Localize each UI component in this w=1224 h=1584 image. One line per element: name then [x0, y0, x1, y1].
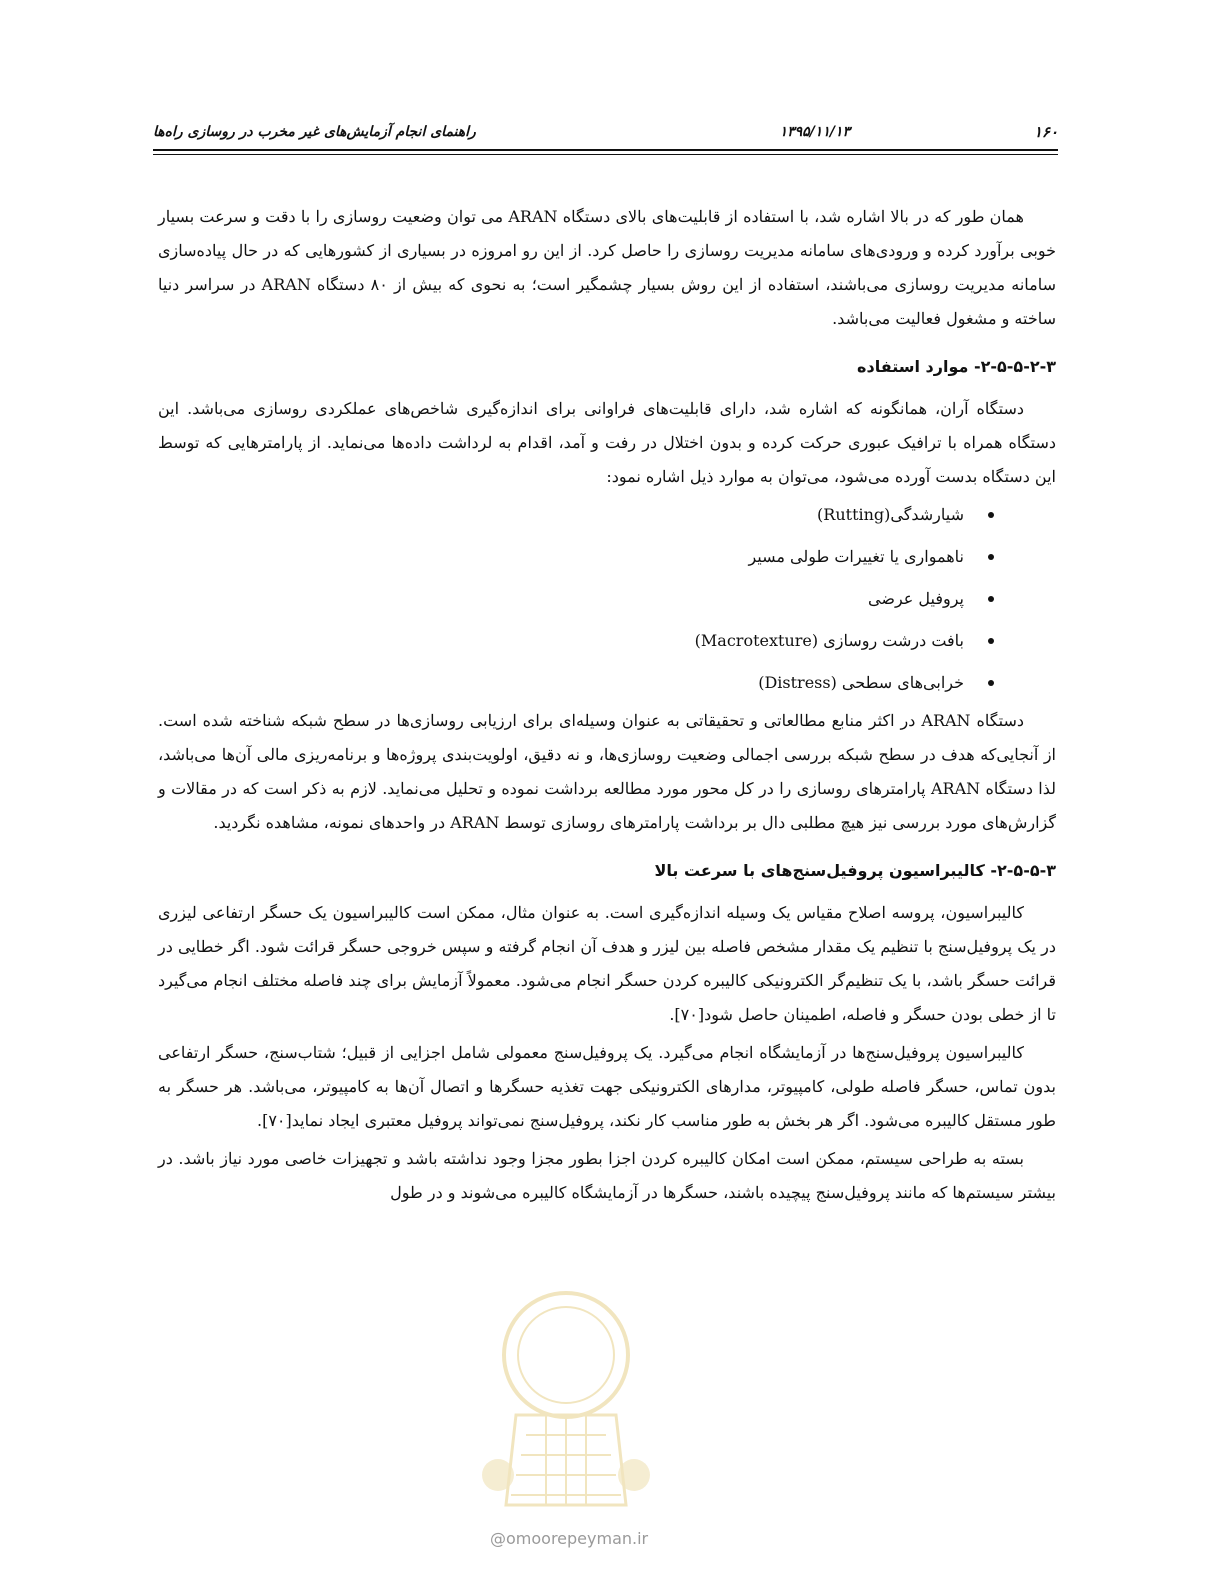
paragraph-aran-intro: همان طور که در بالا اشاره شد، با استفاده از قابلیت‌های بالای دستگاه ARAN می توان وضعیت روسازی را با دقت و سرعت بسیار خوبی برآورد کرده و ورودی‌های سامانه مدیریت روسازی را حاصل کرد. از این رو امروزه در بسیاری از کشورهایی که در حال پیاده‌سازی سامانه مدیریت روسازی می‌باشند، استفاده از این روش بسیار چشمگیر است؛ به نحوی که بیش از ۸۰ دستگاه ARAN در سراسر دنیا ساخته و مشغول فعالیت می‌باشد.: [158, 207, 1057, 328]
header-rule-thin: [153, 154, 1058, 155]
parameter-list: [158, 494, 1056, 704]
header-rule-thick: [153, 149, 1058, 151]
list-item: ناهمواری یا تغییرات طولی مسیر: [158, 536, 996, 578]
watermark-url: @omoorepeyman.ir: [490, 1529, 649, 1548]
header-date: ۱۳۹۵/۱۱/۱۳: [779, 124, 850, 140]
list-item: بافت درشت روسازی (Macrotexture): [158, 620, 996, 662]
paragraph-aran-network: دستگاه ARAN در اکثر منابع مطالعاتی و تحقیقاتی به عنوان وسیله‌ای برای ارزیابی روسازی‌ها در سطح شبکه شناخته شده است. از آنجایی‌که هدف در سطح شبکه بررسی اجمالی وضعیت روسازی‌ها، و نه دقیق، اولویت‌بندی پروژه‌ها و برنامه‌ریزی مالی آن‌ها می‌باشد، لذا دستگاه ARAN پارامترهای روسازی را در کل محور مورد مطالعه برداشت نموده و تحلیل می‌نماید. لازم به ذکر است که در مقالات و گزارش‌های مورد بررسی نیز هیچ مطلبی دال بر برداشت پارامترهای روسازی توسط ARAN در واحدهای نمونه، مشاهده نگردید.: [158, 711, 1057, 832]
section-heading-uses: ۲-۵-۵-۲-۳- موارد استفاده: [857, 357, 1056, 376]
page-body: [158, 200, 1056, 1210]
paragraph-aran-capabilities: دستگاه آران، همانگونه که اشاره شد، دارای قابلیت‌های فراوانی برای اندازه‌گیری شاخص‌های عملکردی روسازی می‌باشد. این دستگاه همراه با ترافیک عبوری حرکت کرده و بدون اختلال در رفت و آمد، اقدام به لرداشت داده‌ها می‌نماید. از پارامترهایی که توسط این دستگاه بدست آورده می‌شود، می‌توان به موارد ذیل اشاره نمود:: [158, 399, 1056, 486]
list-item: شیارشدگی(Rutting): [158, 494, 996, 536]
watermark-logo: [476, 1275, 656, 1525]
section-heading-calibration: ۲-۵-۵-۳- کالیبراسیون پروفیل‌سنج‌های با سرعت بالا: [654, 861, 1056, 880]
paragraph-calibration-system: بسته به طراحی سیستم، ممکن است امکان کالیبره کردن اجزا بطور مجزا وجود نداشته باشد و تجهیزات خاصی مورد نیاز باشد. در بیشتر سیستم‌ها که مانند پروفیل‌سنج پیچیده باشند، حسگرها در آزمایشگاه کالیبره می‌شوند و در طول: [158, 1149, 1056, 1202]
list-item: خرابی‌های سطحی (Distress): [158, 662, 996, 704]
paragraph-calibration-definition: کالیبراسیون، پروسه اصلاح مقیاس یک وسیله اندازه‌گیری است. به عنوان مثال، ممکن است کالیبراسیون یک حسگر ارتفاعی لیزری در یک پروفیل‌سنج با تنظیم یک مقدار مشخص فاصله بین لیزر و هدف آن انجام گرفته و سپس خروجی حسگر قرائت شود. اگر خطایی در قرائت حسگر باشد، با یک تنظیم‌گر الکترونیکی کالیبره کردن حسگر انجام می‌شود. معمولاً آزمایش برای چند فاصله مختلف انجام می‌گیرد تا از خطی بودن حسگر و فاصله، اطمینان حاصل شود[۷۰].: [158, 903, 1056, 1024]
page-number: ۱۶۰: [1033, 123, 1058, 141]
running-header: [153, 118, 1058, 146]
paragraph-calibration-lab: کالیبراسیون پروفیل‌سنج‌ها در آزمایشگاه انجام می‌گیرد. یک پروفیل‌سنج معمولی شامل اجزایی از قبیل؛ شتاب‌سنج، حسگر ارتفاعی بدون تماس، حسگر فاصله طولی، کامپیوتر، مدارهای الکترونیکی جهت تغذیه حسگرها و اتصال آن‌ها به کامپیوتر، می‌باشد. هر حسگر به طور مستقل کالیبره می‌شود. اگر هر بخش به طور مناسب کار نکند، پروفیل‌سنج نمی‌تواند پروفیل معتبری ایجاد نماید[۷۰].: [158, 1043, 1056, 1130]
list-item: پروفیل عرضی: [158, 578, 996, 620]
header-title: راهنمای انجام آزمایش‌های غیر مخرب در روسازی راه‌ها: [153, 124, 476, 140]
